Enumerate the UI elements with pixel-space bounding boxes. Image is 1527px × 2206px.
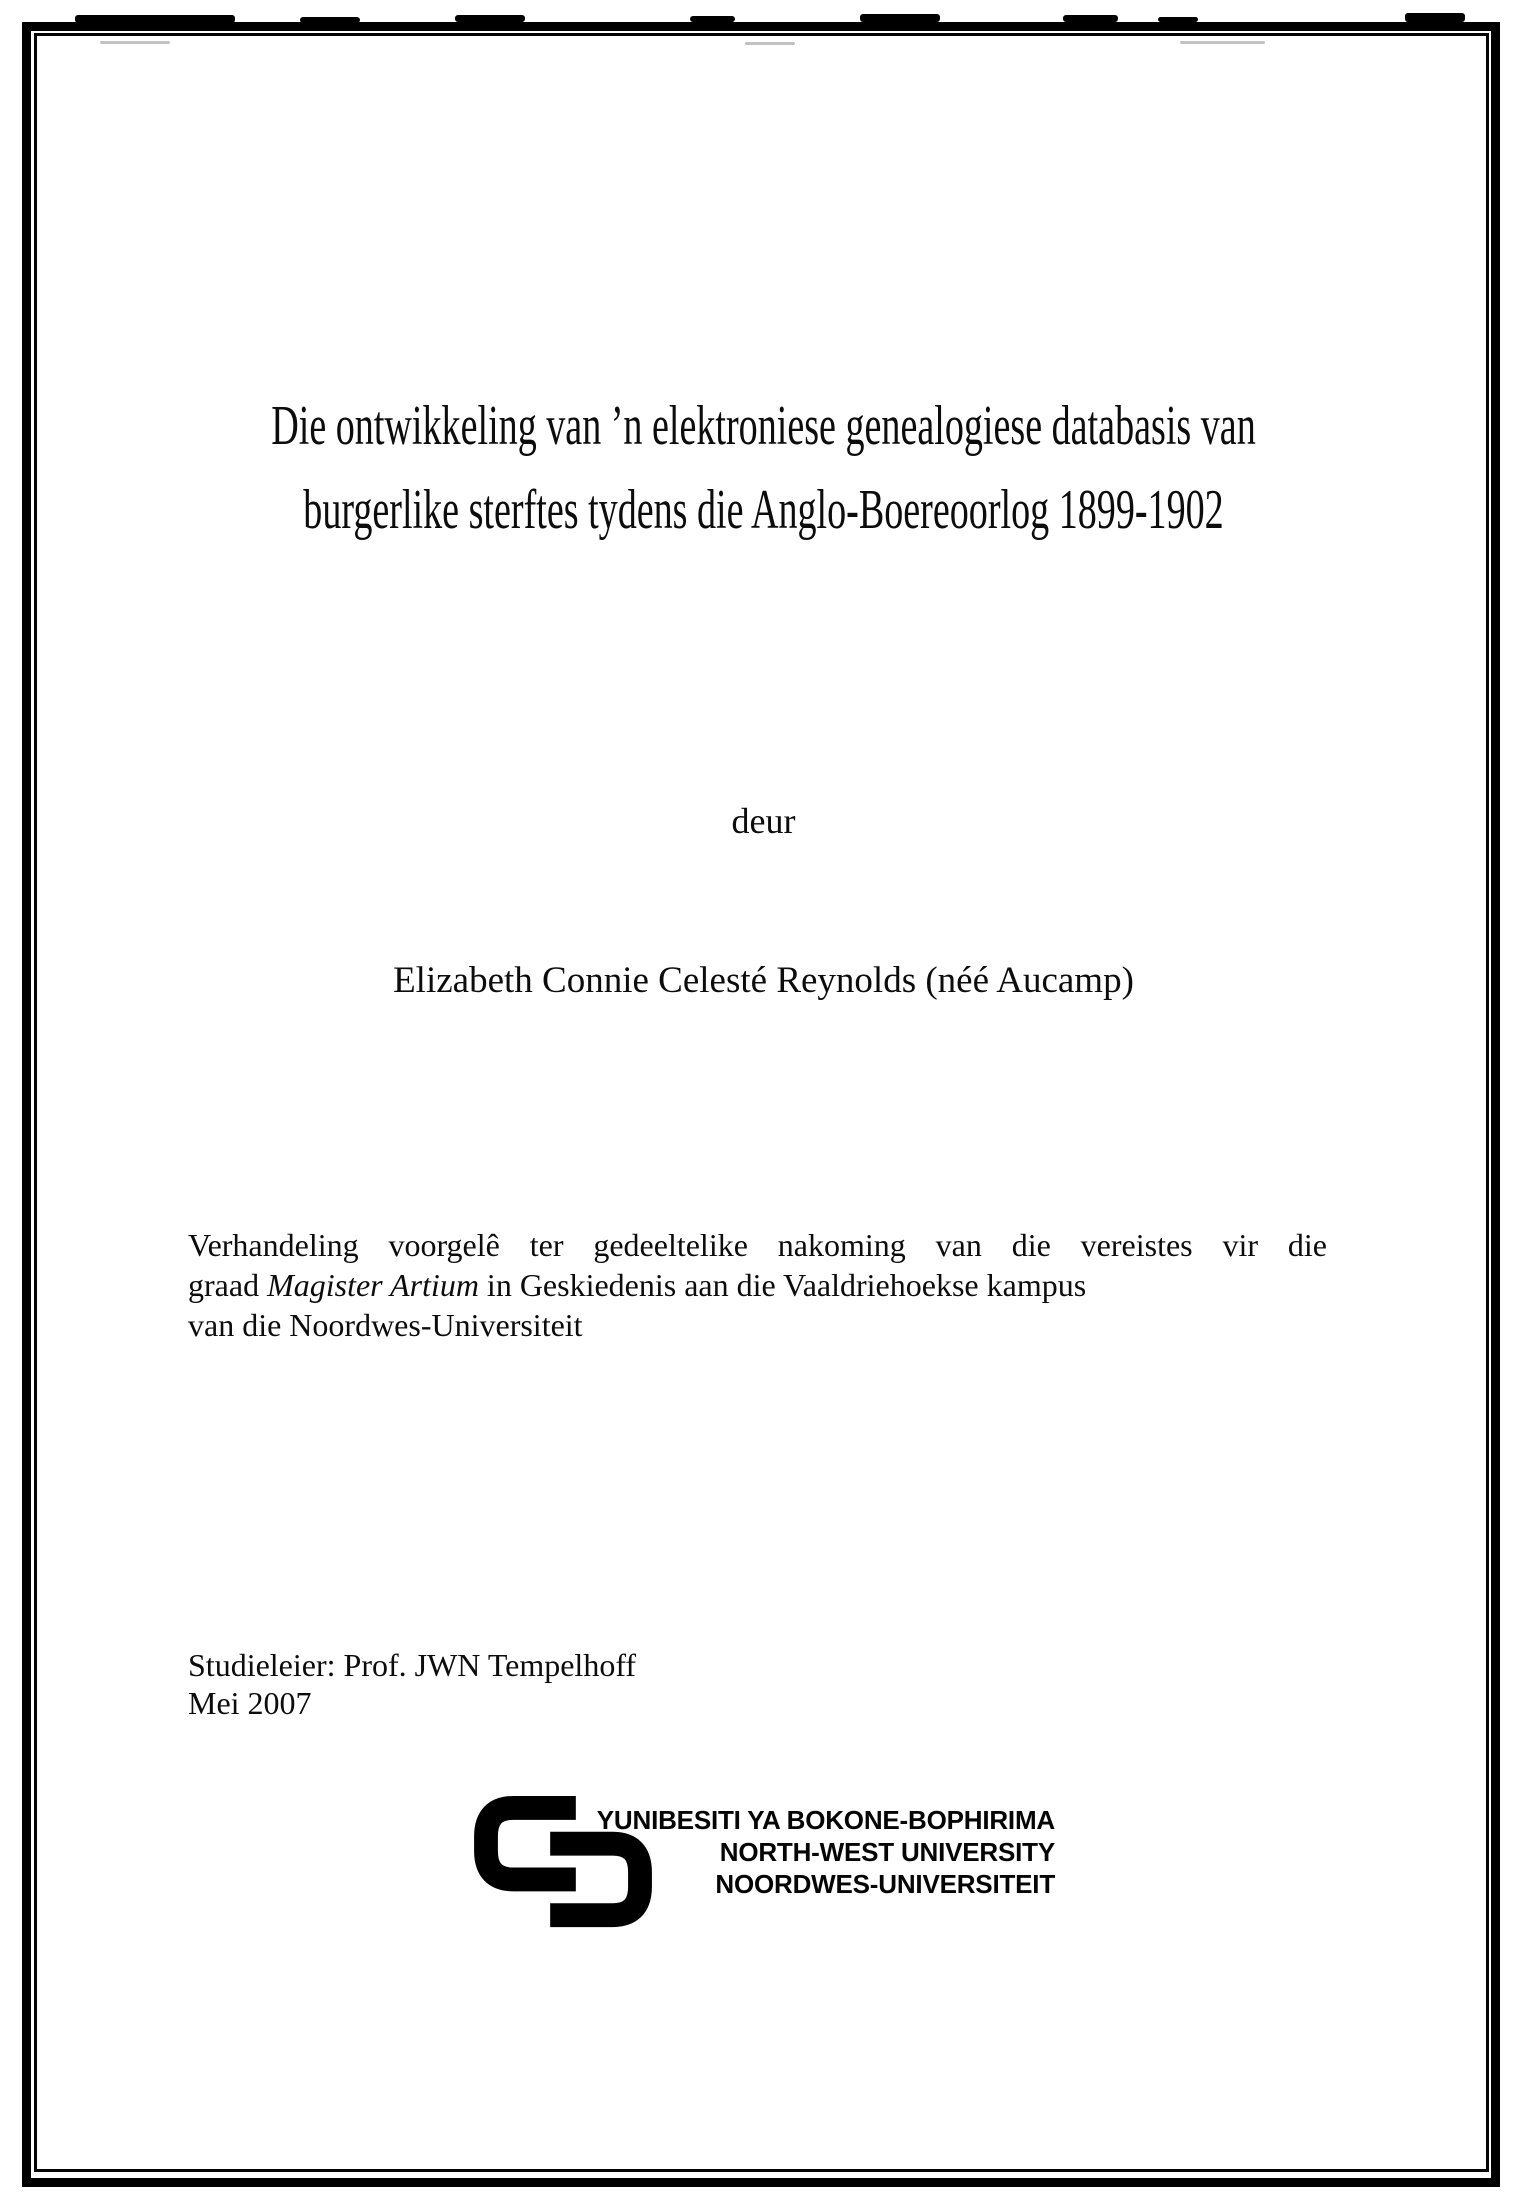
thesis-title-line1: Die ontwikkeling van ’n elektroniese genealogiese databasis van (271, 395, 1256, 457)
author-name: Elizabeth Connie Celesté Reynolds (néé Aucamp) (393, 960, 1134, 1001)
scan-artifact (100, 41, 170, 44)
degree-statement-line3: van die Noordwes-Universiteit (188, 1307, 583, 1343)
scan-artifact (1158, 17, 1198, 22)
degree-statement (188, 1225, 1327, 1345)
degree-name-italic: Magister Artium (267, 1267, 479, 1303)
scan-artifact (1063, 15, 1118, 22)
scan-artifact (1180, 41, 1265, 44)
thesis-title (0, 384, 1527, 552)
supervisor-block (188, 1646, 636, 1722)
scan-artifact (300, 17, 360, 23)
nwu-logo-line2: NORTH-WEST UNIVERSITY (719, 1837, 1055, 1867)
scan-artifact (1405, 13, 1465, 22)
nwu-logo-line3: NOORDWES-UNIVERSITEIT (715, 1869, 1055, 1899)
thesis-title-line2: burgerlike sterftes tydens die Anglo-Boereoorlog 1899-1902 (303, 479, 1224, 541)
date-line: Mei 2007 (188, 1685, 312, 1721)
byline-deur: deur (731, 801, 796, 841)
supervisor-line: Studieleier: Prof. JWN Tempelhoff (188, 1647, 637, 1683)
degree-statement-line1: Verhandeling voorgelê ter gedeeltelike nakoming van die vereistes vir die (188, 1227, 1327, 1263)
nwu-logo-text (597, 1804, 1055, 1900)
degree-statement-line2-pre: graad (188, 1267, 268, 1303)
scan-artifact (455, 15, 525, 22)
scan-artifact (860, 14, 940, 22)
scan-artifact (745, 42, 795, 45)
degree-statement-line2-post: in Geskiedenis aan die Vaaldriehoekse kampus (478, 1267, 1087, 1303)
scan-artifact (75, 15, 235, 23)
nwu-logo-line1: YUNIBESITI YA BOKONE-BOPHIRIMA (596, 1805, 1055, 1835)
scan-artifact (690, 16, 735, 22)
degree-statement-line2 (188, 1265, 1327, 1305)
